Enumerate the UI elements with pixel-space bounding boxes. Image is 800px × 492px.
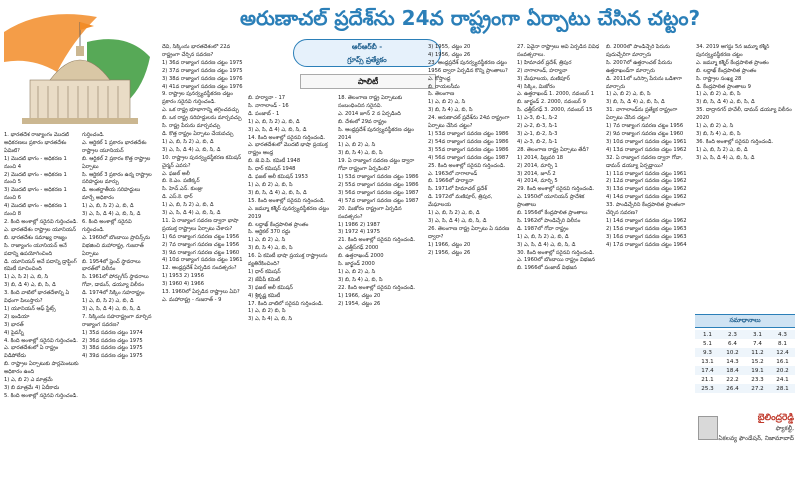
answer-cell: 2.3	[720, 330, 745, 339]
question-line: 1) 6వ రాజ్యాంగ సవరణ చట్టం 1956	[162, 233, 240, 240]
question-line: సి. రాష్ట్రాల సంఖ్య 28	[696, 75, 742, 82]
question-line: 4) 2014, మార్చి 5	[517, 178, 558, 185]
badge-line-1: ఆర్‌ఆర్‌బీ -	[351, 43, 383, 51]
question-line: 4) 56వ రాజ్యాంగ సవరణ చట్టం 1987	[428, 154, 509, 161]
question-line: 2) 54వ రాజ్యాంగ సవరణ చట్టం 1986	[428, 138, 509, 145]
question-line: డి. ఫజల్ అలీ కమిషన్ 1953	[248, 174, 308, 181]
question-line: 1) 1966, చట్టం 20	[338, 292, 381, 299]
question-line: 20. మిజోరం రాష్ట్రంగా ఏర్పడిన సంవత్సరం?	[338, 205, 402, 220]
question-line: 2) 2014, మార్చి 1	[517, 162, 558, 169]
question-line: 2) ఎ-2, బి-3, సి-1	[517, 123, 558, 130]
question-line: డి. 1987లో గోవా రాష్ట్రం	[517, 225, 569, 232]
question-line: ఎ. ఫజల్ అలీ	[162, 170, 190, 177]
question-line: 30. కింది అంశాల్లో సరైనవి గుర్తించండి.	[517, 249, 595, 256]
question-line: 29. కింది అంశాల్లో సరైనవి గుర్తించండి.	[517, 186, 595, 193]
question-line: బి. ఉత్తరాఖండ్ 2000	[338, 253, 384, 260]
question-line: 1) ఎ, బి 2) ఎ, బి, సి	[696, 91, 741, 98]
question-line: 4. కింది అంశాల్లో సరైనవి గుర్తించండి.	[4, 337, 78, 344]
question-line: 3) భారత్	[4, 321, 24, 328]
question-line: సి. 1971లో హిమాచల్ ప్రదేశ్	[428, 186, 487, 193]
question-line: 1) ఎ, సి 2) ఎ, బి, సి	[4, 274, 49, 281]
question-line: బి. దేశంలో 29వ రాష్ట్రం	[338, 118, 387, 125]
answer-cell: 27.2	[745, 384, 770, 393]
answer-cell: 20.2	[770, 366, 795, 375]
question-line: 3) ఎ, సి, డి 4) ఎ, బి, సి, డి	[82, 211, 141, 218]
question-line: 2) 37వ రాజ్యాంగ సవరణ చట్టం 1975	[162, 67, 243, 74]
question-column-6	[428, 44, 514, 488]
question-column-7	[517, 44, 603, 488]
answer-row	[695, 384, 795, 393]
answer-cell: 3.1	[745, 330, 770, 339]
question-line: 3) ఎ, సి, డి 4) ఎ, బి, సి, డి	[696, 154, 755, 161]
question-line: ఎ. 2014 జూన్ 2 న ఏర్పడింది	[338, 110, 401, 117]
question-line: బి. లద్దాఖ్ కేంద్రపాలిత ప్రాంతం	[248, 221, 309, 228]
question-line: 3) మొదటి భాగం - అధికరణ 1 నుంచి 6	[4, 187, 67, 202]
question-line: సి. 1962లో పాండిచ్చేరి విలీనం	[517, 217, 581, 224]
question-line: ఎ. జమ్మూ కశ్మీర్ పునర్వ్యవస్థీకరణ చట్టం 2019	[248, 205, 329, 220]
question-line: 3) 16వ రాజ్యాంగ సవరణ చట్టం 1963	[606, 233, 687, 240]
question-line: 4) ఎ-3, బి-2, సి-1	[517, 138, 558, 145]
article-headline: అరుణాచల్ ప్రదేశ్‌ను 24వ రాష్ట్రంగా ఏర్పాటు చేసిన చట్టం?	[240, 6, 701, 30]
question-line: సి. రాష్ట్ర పేరును మార్చవచ్చు	[162, 123, 221, 130]
question-line: 4) 14వ రాజ్యాంగ సవరణ చట్టం 1962	[606, 194, 687, 201]
question-line: 1) ఎ, బి 2) ఎ, సి	[696, 123, 734, 130]
author-block	[718, 412, 794, 484]
question-line: 6. కింది అంశాల్లో సరైనవి గుర్తించండి.	[82, 218, 132, 233]
question-line: సి. ధార్ కమిషన్ 1948	[248, 166, 296, 173]
question-line: 1) ఎ, బి 2) బి, సి	[248, 308, 286, 315]
question-line: 3) ఫజల్ అలీ కమిషన్	[248, 284, 293, 291]
answer-cell: 17.4	[695, 366, 720, 375]
question-line: ఎ. కోస్తాంధ్ర	[428, 75, 451, 82]
question-line: సి. తెలంగాణ	[428, 91, 455, 98]
question-line: 4) 39వ సవరణ చట్టం 1975	[82, 353, 143, 360]
question-line: సి. 1961లో పోర్చుగీస్ స్థావరాలు గోవా, డామన్, డయ్యూ విలీనం	[82, 274, 149, 289]
question-line: బి. రాష్ట్రాల ఏర్పాటుకు పార్లమెంటుకు అధికారం ఉంది	[4, 361, 79, 376]
question-line: ఎ. 1960లో బొంబాయి ప్రావిన్స్‌ను విభజించి మహారాష్ట్ర, గుజరాత్ ఏర్పాటు	[82, 234, 151, 257]
answer-cell: 25.3	[695, 384, 720, 393]
question-line: 1) ఎ, బి 2) ఎ, బి, సి	[606, 91, 651, 98]
question-line: 2) జేవీపీ కమిటీ	[248, 276, 280, 283]
question-line: 3) బి, డి 4) ఎ, బి, సి, డి	[4, 282, 56, 289]
question-line: బి. ఆర్టికల్ 2 ప్రకారం కొత్త రాష్ట్రాల ఏర్పాటు	[82, 155, 151, 170]
question-column-9	[696, 44, 794, 312]
question-line: 1) యూనియన్ ఆఫ్ స్టేట్స్	[4, 305, 56, 312]
answer-row	[695, 357, 795, 366]
question-line: ఎ. జమ్మూ కశ్మీర్ కేంద్రపాలిత ప్రాంతం	[696, 59, 769, 66]
question-line: బి. 2000లో పాండిచ్చేరి పేరును పుదుచ్చేరిగా మార్చారు	[606, 44, 670, 58]
question-line: డి. అంతర్జాతీయ సరిహద్దులు మార్చే అధికారం	[82, 187, 141, 202]
question-line: 3. కింది వాటిలో భారతదేశాన్ని ఏ విధంగా పిలుస్తారు?	[4, 290, 70, 305]
question-line: 1) 11వ రాజ్యాంగ సవరణ చట్టం 1961	[606, 170, 687, 177]
question-line: బి. జార్ఖండ్ 2. 2000, నవంబర్ 9	[517, 99, 586, 106]
question-line: 3) 2014, జూన్ 2	[517, 170, 556, 177]
question-line: 15. కింది అంశాల్లో సరైనవి గుర్తించండి.	[248, 197, 326, 204]
question-line: 3) బి, సి 4) ఎ, బి, సి	[338, 150, 383, 157]
question-column-3	[162, 44, 245, 488]
question-line: 2) 12వ రాజ్యాంగ సవరణ చట్టం 1962	[606, 178, 687, 185]
answer-cell: 21.1	[701, 376, 714, 383]
answer-cell: 14.3	[726, 358, 739, 365]
answer-row	[695, 348, 795, 357]
question-line: 1) ఎ, బి 2) ఎ, సి	[248, 237, 286, 244]
question-line: 4) 41వ రాజ్యాంగ సవరణ చట్టం 1976	[162, 83, 243, 90]
question-line: డి. 1974లో సిక్కిం సహరాష్ట్రం	[82, 290, 145, 297]
question-line: ఎ. ఉత్తరాఖండ్ 1. 2000, నవంబర్ 1	[517, 91, 595, 98]
question-line: 4) 1956, చట్టం 26	[428, 51, 471, 58]
question-line: డి. 1972లో మణిపూర్, త్రిపుర, మేఘాలయ	[428, 194, 493, 209]
question-line: 1) 2014, ఫిబ్రవరి 18	[517, 154, 564, 161]
answer-cell: 12.4	[770, 348, 795, 357]
answer-cell: 26.4	[720, 384, 745, 393]
question-line: 1) ఎ, బి 2) ఎ, సి	[338, 268, 376, 275]
question-line: 1) హిమాచల్ ప్రదేశ్, త్రిపుర	[517, 59, 572, 66]
question-line: 33. పాండిచ్చేరిని కేంద్రపాలిత ప్రాంతంగా చేర్చిన సవరణ?	[606, 202, 686, 217]
author-role: ఫ్యాకల్టీ,	[775, 425, 794, 432]
question-line: 1) 53వ రాజ్యాంగ సవరణ చట్టం 1986	[428, 130, 509, 137]
question-line: 3) 13వ రాజ్యాంగ సవరణ చట్టం 1962	[606, 186, 687, 193]
question-line: 3) 9వ రాజ్యాంగ సవరణ చట్టం 1960	[162, 249, 240, 256]
question-line: 1) 7వ రాజ్యాంగ సవరణ చట్టం 1956	[606, 123, 684, 130]
answer-cell: 11.2	[745, 348, 770, 357]
question-line: ఎ. భారతదేశంలో ఏ రాష్ట్రం విడిపోలేదు	[4, 345, 59, 360]
question-line: బి. భారతదేశం సమాఖ్య రాజ్యం	[4, 234, 67, 241]
question-line: 3) 38వ రాజ్యాంగ సవరణ చట్టం 1976	[162, 75, 243, 82]
question-line: బి. ఒక రాష్ట్ర సరిహద్దులను మార్చవచ్చు	[162, 115, 242, 122]
question-line: ఎ. 1950లో యూనియన్ ప్రాదేశిక ప్రాంతాలు	[517, 194, 585, 209]
question-line: ఎ. ఛత్తీస్‌గఢ్ 2000	[338, 245, 379, 252]
question-line: సి. రాజ్యాంగం యూనియన్ అనే పదాన్ని ఉపయోగించింది	[4, 242, 67, 257]
answer-cell: 16.1	[776, 358, 789, 365]
question-line: 2) 15వ రాజ్యాంగ సవరణ చట్టం 1963	[606, 225, 687, 232]
answers-table	[695, 330, 795, 393]
question-line: 2. కింది అంశాల్లో సరైనవి గుర్తించండి.	[4, 218, 78, 225]
question-line: 1) 53వ రాజ్యాంగ సవరణ చట్టం 1986	[338, 174, 419, 181]
question-line: 1) ఎ, బి, సి 2) ఎ, బి, డి	[696, 146, 748, 153]
question-line: డి. ఎస్.కె. థార్	[162, 194, 193, 201]
question-line: 3) బి మాత్రమే 4) ఏదీకాదు	[4, 385, 60, 391]
answer-cell: 13.1	[701, 358, 714, 365]
question-line: 1) ఎ, బి, సి 2) ఎ, బి, డి	[248, 118, 300, 125]
answer-cell: 22.2	[726, 376, 739, 383]
question-line: 3) ఎ, సి 4) ఎ, బి, సి	[248, 316, 293, 323]
question-line: 9. రాష్ట్రాల పునర్వ్యవస్థీకరణ చట్టం ప్రకారం సరైనవి గుర్తించండి.	[162, 91, 233, 106]
question-line: 4) 17వ రాజ్యాంగ సవరణ చట్టం 1964	[606, 241, 687, 248]
answer-row	[695, 375, 795, 384]
question-column-5	[338, 95, 424, 488]
question-line: 4) 57వ రాజ్యాంగ సవరణ చట్టం 1987	[338, 197, 419, 204]
answer-cell: 7.4	[753, 340, 762, 347]
question-line: బి. 1966లో హర్యానా	[428, 178, 474, 185]
question-line: ఎ. 1963లో నాగాలాండ్	[428, 170, 478, 177]
question-line: 1) ఎ, బి, సి 2) ఎ, బి, డి	[162, 138, 214, 145]
question-line: 1) ధార్ కమిషన్	[248, 268, 281, 275]
question-line: డి. యూనియన్ అనే పదాన్ని డ్రాఫ్టింగ్ కమిటీ సూచించింది	[4, 258, 77, 273]
question-line: సి. 2007లో ఉత్తరాంచల్ పేరును ఉత్తరాఖండ్‌గా మార్చారు	[606, 59, 673, 74]
question-line: 18. తెలంగాణ రాష్ట్ర ఏర్పాటుకు సంబంధించిన సరైనవి.	[338, 95, 403, 109]
question-line: 2) 9వ రాజ్యాంగ సవరణ చట్టం 1960	[606, 130, 684, 137]
question-line: బి. జె.వి.పి. కమిటీ 1948	[248, 158, 301, 165]
question-line: 3) 1955, చట్టం 20	[428, 44, 471, 50]
question-line: సి. ఛత్తీస్‌గఢ్ 3. 2000, నవంబర్ 15	[517, 107, 593, 114]
question-line: సి. జార్ఖండ్ 2000	[338, 261, 375, 268]
question-line: 3) ఎ, సి, డి 4) ఎ, బి, సి, డి	[428, 217, 487, 224]
question-line: 24. అరుణాచల్ ప్రదేశ్‌ను 24వ రాష్ట్రంగా ఏర్పాటు చేసిన చట్టం?	[428, 115, 510, 130]
question-line: 1) 36వ రాజ్యాంగ సవరణ చట్టం 1975	[162, 59, 243, 66]
question-line: 1) 35వ సవరణ చట్టం 1974	[82, 329, 143, 336]
question-line: 1) ఎ, బి, సి 2) ఎ, బి, డి	[82, 298, 134, 305]
question-line: 23. ఆంధ్రప్రదేశ్ పునర్వ్యవస్థీకరణ చట్టం 1956 ద్వారా ఏర్పడిన కొన్ని ప్రాంతాలు?	[428, 59, 508, 74]
question-line: 4) మొదటి భాగం - అధికరణ 1 నుంచి 8	[4, 203, 67, 218]
question-line: 3) 10వ రాజ్యాంగ సవరణ చట్టం 1961	[606, 138, 687, 145]
question-column-2	[82, 132, 154, 488]
question-line: 7. సిక్కింను సహరాష్ట్రంగా మార్చిన రాజ్యాంగ సవరణ?	[82, 313, 152, 328]
category-badge	[293, 39, 441, 67]
question-line: 2) మొదటి భాగం - అధికరణ 1 నుంచి 5	[4, 171, 67, 186]
question-line: 2) 55వ రాజ్యాంగ సవరణ చట్టం 1986	[338, 181, 419, 188]
question-line: 1) ఎ, బి 2) ఎ, సి	[428, 99, 466, 106]
question-line: 11. ఏ రాజ్యాంగ సవరణ ద్వారా భాషా ప్రయుక్త రాష్ట్రాలు ఏర్పాటు చేశారు?	[162, 217, 239, 232]
question-line: డి. 2011లో ఒరిస్సా పేరును ఒడిశాగా మార్చారు	[606, 75, 683, 90]
question-line: 3) మేఘాలయ, మణిపూర్	[517, 75, 570, 82]
question-line: 4) పైవన్నీ	[4, 329, 24, 336]
question-line: 4) శ్రీకృష్ణ కమిటీ	[248, 292, 281, 299]
question-line: ఎ. ఒక రాష్ట్ర భూభాగాన్ని తగ్గించవచ్చు	[162, 107, 239, 114]
question-line: 3) ఎ, సి, డి 4) ఎ, బి, సి, డి	[162, 210, 221, 217]
question-line: ఎ. భారతదేశంలో మొదటి భాషా ప్రయుక్త రాష్ట్రం ఆంధ్ర	[248, 142, 328, 157]
question-line: 1) 1953 2) 1956	[162, 273, 204, 280]
answer-cell: 19.1	[745, 366, 770, 375]
question-line: 3) ఎ-1, బి-2, సి-3	[517, 130, 558, 137]
question-line: 3) ఎ, సి, డి 4) ఎ, బి, సి, డి	[517, 241, 576, 248]
answer-cell: 6.4	[728, 340, 737, 347]
question-line: 3) బి, సి 4) ఎ, బి, సి	[428, 107, 473, 114]
question-line: 1) 1966, చట్టం 20	[428, 241, 471, 248]
question-line: డి. కేంద్రపాలిత ప్రాంతాలు 9	[696, 83, 751, 90]
question-line: 3) ఎ, సి, డి 4) ఎ, బి, సి, డి	[82, 305, 141, 312]
question-line: బి. కె.ఎం. పణిక్కర్	[162, 178, 200, 185]
question-line: 32. ఏ రాజ్యాంగ సవరణ ద్వారా గోవా, డామన్ డయ్యూ ఏర్పడ్డాయి?	[606, 154, 683, 169]
question-line: 28. తెలంగాణ రాష్ట్ర ఏర్పాటు తేదీ?	[517, 146, 589, 153]
question-line: 35. దాద్రానగర్ హవేలీ, డామన్ డయ్యూ విలీనం 2020	[696, 107, 792, 122]
question-line: 22. కింది అంశాల్లో సరైనవి గుర్తించండి.	[338, 284, 416, 291]
answer-cell: 24.1	[776, 376, 789, 383]
question-line: 1) ఎ-3, బి-1, సి-2	[517, 115, 558, 122]
question-line: 4) 13వ రాజ్యాంగ సవరణ చట్టం 1962	[606, 146, 687, 153]
question-line: బి. 1954లో ఫ్రెంచ్ స్థావరాలు భారత్‌లో విలీనం	[82, 258, 141, 273]
question-line: ఎ. 1960లో బొంబాయి రాష్ట్రం విభజన	[517, 257, 596, 264]
answer-cell: 4.3	[770, 330, 795, 339]
question-column-8	[606, 44, 692, 488]
question-line: ఎ. ఆర్టికల్ 1 ప్రకారం భారతదేశం రాష్ట్రాల యూనియన్	[82, 139, 147, 154]
question-line: 1) ఎ, బి 2) ఎ మాత్రమే	[4, 377, 53, 384]
question-line: బి. 1956లో కేంద్రపాలిత ప్రాంతాలు	[517, 210, 588, 217]
author-org: ఏకలవ్య ఫౌండేషన్, నిజామాబాద్	[718, 435, 794, 442]
question-line: 14. కింది అంశాల్లో సరైనవి గుర్తించండి.	[248, 134, 326, 141]
question-line: డి. పంజాబ్ - 1	[248, 110, 280, 117]
question-column-4	[248, 95, 334, 488]
question-line: 3) 38వ సవరణ చట్టం 1975	[82, 345, 143, 352]
question-line: ఎ. భారతదేశం రాష్ట్రాల యూనియన్	[4, 226, 77, 233]
badge-line-2: గ్రూప్స్ ప్రత్యేకం	[347, 56, 387, 64]
question-line: 21. కింది అంశాల్లో సరైనవి గుర్తించండి.	[338, 237, 416, 244]
question-line: 3) 55వ రాజ్యాంగ సవరణ చట్టం 1986	[428, 146, 509, 153]
question-line: 3) ఎ, సి, డి 4) ఎ, బి, సి, డి	[162, 146, 221, 153]
answer-row	[695, 366, 795, 375]
answer-cell: 15.2	[751, 358, 764, 365]
answer-cell: 1.1	[695, 330, 720, 339]
question-line: 1) 1986 2) 1987	[338, 221, 380, 228]
question-line: 3) బి, సి 4) ఎ, బి, సి	[696, 130, 741, 137]
answer-cell: 23.3	[751, 376, 764, 383]
question-line: 1) ఎ, బి 2) ఎ, సి	[338, 142, 376, 149]
question-line: 5. కింది అంశాల్లో సరైనవి గుర్తించండి.	[4, 392, 78, 399]
question-line: 19. ఏ రాజ్యాంగ సవరణ చట్టం ద్వారా గోవా రాష్ట్రంగా ఏర్పడింది?	[338, 158, 415, 173]
question-line: సి. ఆర్టికల్ 3 ప్రకారం ఉన్న రాష్ట్రాల సరిహద్దుల మార్పు	[82, 171, 152, 186]
question-line: 1) ఎ, బి, సి 2) ఎ, బి, డి	[82, 203, 134, 210]
question-line: 1) 14వ రాజ్యాంగ సవరణ చట్టం 1962	[606, 217, 687, 224]
question-line: 1. భారతదేశ రాజ్యాంగం మొదటి అధికరణలు ప్రకారం భారతదేశం ఏమిటి?	[4, 132, 69, 154]
answer-cell: 10.2	[720, 348, 745, 357]
question-line: 27. ఏవైనా రాష్ట్రాలు అవి ఏర్పడిన వివిధ సంవత్సరాలు.	[517, 44, 600, 58]
question-line: 31. నాగాలాండ్‌ను ప్రత్యేక రాష్ట్రంగా ఏర్పాటు చేసిన చట్టం?	[606, 107, 678, 122]
question-line: 26. తెలంగాణ రాష్ట్ర ఏర్పాటు ఏ సవరణ ద్వారా?	[428, 225, 510, 240]
question-line: 17. కింది వాటిలో సరైనవి గుర్తించండి.	[248, 300, 324, 307]
question-line: 3) 1972 4) 1975	[338, 229, 380, 236]
answer-cell: 28.1	[770, 384, 795, 393]
question-line: 2) 7వ రాజ్యాంగ సవరణ చట్టం 1956	[162, 241, 240, 248]
answer-cell: 9.3	[695, 348, 720, 357]
question-line: బి. హర్యానా - 17	[248, 95, 286, 101]
question-line: 13. 1960లో ఏర్పడిన రాష్ట్రాలు ఏవి?	[162, 289, 240, 296]
question-line: 2) నాగాలాండ్, హర్యానా	[517, 67, 568, 74]
question-line: దేవి, సిక్కింను భారతదేశంలో 22వ రాష్ట్రంగా చేర్చిన సవరణ?	[162, 44, 231, 58]
question-line: 16. ఏ కమిటీ భాషా ప్రయుక్త రాష్ట్రాలను వ్యతిరేకించింది?	[248, 253, 328, 268]
question-column-1	[4, 132, 79, 488]
question-line: 3) ఎ, సి, డి 4) ఎ, బి, సి, డి	[248, 126, 307, 133]
question-line: 3) బి, సి, డి 4) ఎ, బి, సి, డి	[248, 189, 307, 196]
question-line: 4) సిక్కిం, మిజోరం	[517, 83, 555, 90]
question-line: 3) 56వ రాజ్యాంగ సవరణ చట్టం 1987	[338, 189, 419, 196]
question-line: 3) బి, సి 4) ఎ, బి, సి	[248, 245, 293, 252]
question-line: సి. నాగాలాండ్ - 16	[248, 102, 289, 109]
question-line: 25. కింది అంశాల్లో సరైనవి గుర్తించండి.	[428, 162, 506, 169]
question-line: సి. ఆంధ్రప్రదేశ్ పునర్వ్యవస్థీకరణ చట్టం 2014	[338, 126, 414, 141]
answer-row	[695, 339, 795, 348]
question-line: బి. రాయలసీమ	[428, 83, 460, 90]
question-line: 3) 1960 4) 1966	[162, 281, 204, 288]
answers-heading: సమాధానాలు	[695, 314, 795, 328]
author-name: బైలింద్రరెడ్డి	[757, 413, 794, 423]
question-line: 12. ఆంధ్రప్రదేశ్ ఏర్పడిన సంవత్సరం?	[162, 265, 237, 272]
question-line: 2) 36వ సవరణ చట్టం 1975	[82, 337, 143, 344]
answer-row	[695, 330, 795, 339]
parliament-illustration	[2, 2, 152, 130]
answer-cell: 5.1	[703, 340, 712, 347]
question-line: 2) 1954, చట్టం 26	[338, 300, 381, 307]
author-photo	[698, 416, 718, 440]
question-line: ఎ. మహారాష్ట్ర - గుజరాత్ - 9	[162, 297, 222, 303]
question-line: సి. ఆర్టికల్ 370 రద్దు	[248, 229, 291, 236]
question-line: 1) ఎ, బి 2) ఎ, బి, సి	[248, 181, 293, 188]
question-line: 3) బి, సి, డి 4) ఎ, బి, సి, డి	[696, 99, 755, 106]
question-line: డి. కొత్త రాష్ట్రం ఏర్పాటు చేయవచ్చు	[162, 130, 234, 137]
answer-cell: 8.1	[778, 340, 787, 347]
question-line: 2) 1956, చట్టం 26	[428, 249, 471, 256]
question-line: బి. 1966లో పంజాబ్ విభజన	[517, 265, 577, 272]
question-line: 1) ఎ, బి, సి 2) ఎ, బి, డి	[517, 233, 569, 240]
question-line: 10. రాష్ట్రాల పునర్వ్యవస్థీకరణ కమిషన్ చైర్మన్ ఎవరు?	[162, 154, 242, 169]
question-line: గుర్తించండి.	[82, 132, 105, 138]
question-line: 34. 2019 ఆగస్టు 5న జమ్మూ కశ్మీర్ పునర్వ్యవస్థీకరణ చట్టం	[696, 44, 770, 58]
question-line: 1) ఎ, బి, సి 2) ఎ, బి, డి	[428, 210, 480, 217]
question-line: 2) ఇండియా	[4, 313, 30, 320]
question-line: 1) ఎ, బి, సి 2) ఎ, బి, డి	[162, 202, 214, 209]
question-line: 1) మొదటి భాగం - అధికరణ 1 నుంచి 4	[4, 155, 67, 170]
question-line: సి. హెచ్.ఎన్. కుంజ్రు	[162, 186, 203, 193]
section-title: పాలిటీ	[300, 74, 436, 89]
answer-cell: 18.4	[720, 366, 745, 375]
question-line: 3) బి, సి 4) ఎ, బి, సి	[338, 276, 383, 283]
question-line: బి. లద్దాఖ్ కేంద్రపాలిత ప్రాంతం	[696, 67, 757, 74]
question-line: 3) బి, సి, డి 4) ఎ, బి, సి, డి	[606, 99, 665, 106]
question-line: 4) 10వ రాజ్యాంగ సవరణ చట్టం 1961	[162, 257, 243, 264]
question-line: 36. కింది అంశాల్లో సరైనవి గుర్తించండి.	[696, 138, 774, 145]
